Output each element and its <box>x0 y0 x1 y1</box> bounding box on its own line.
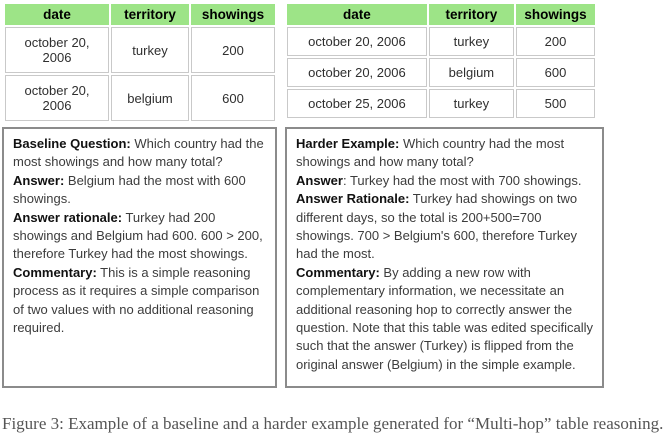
baseline-rationale-label: Answer rationale: <box>13 209 123 225</box>
column-header-date: date <box>5 4 109 25</box>
cell-territory: belgium <box>111 75 189 121</box>
harder-answer <box>296 172 593 190</box>
table-harder <box>285 2 597 120</box>
harder-answer-label: Answer <box>296 172 343 188</box>
table-row <box>5 75 275 121</box>
baseline-question-label: Baseline Question: <box>13 136 131 151</box>
cell-date: october 20, 2006 <box>5 27 109 73</box>
column-header-showings: showings <box>516 4 595 25</box>
cell-date: october 20, 2006 <box>287 58 427 87</box>
harder-commentary <box>296 264 593 374</box>
harder-question-text: Which country had the most showings and how many total? <box>296 136 565 170</box>
table-baseline <box>3 2 277 123</box>
cell-date: october 25, 2006 <box>287 89 427 118</box>
harder-commentary-label: Commentary: <box>296 264 380 280</box>
harder-question-label: Harder Example: <box>296 136 400 151</box>
cell-showings: 200 <box>191 27 275 73</box>
baseline-commentary <box>13 264 266 338</box>
cell-showings: 200 <box>516 27 595 56</box>
cell-territory: turkey <box>429 89 514 118</box>
column-header-territory: territory <box>429 4 514 25</box>
table-row <box>5 27 275 73</box>
harder-rationale <box>296 190 593 264</box>
baseline-answer-label: Answer: <box>13 172 65 188</box>
harder-answer-text: : Turkey had the most with 700 showings. <box>342 172 582 188</box>
baseline-commentary-label: Commentary: <box>13 264 97 280</box>
harder-rationale-label: Answer Rationale: <box>296 191 410 207</box>
table-row <box>287 58 595 87</box>
column-header-date: date <box>287 4 427 25</box>
baseline-question-text: Which country had the most showings and how many total? <box>13 136 264 170</box>
cell-territory: turkey <box>429 27 514 56</box>
baseline-rationale-text: Turkey had 200 showings and Belgium had 600. 600 > 200, therefore Turkey had the most showings. <box>13 209 263 262</box>
baseline-answer-text: Belgium had the most with 600 showings. <box>13 172 246 207</box>
table-header-row <box>5 4 275 25</box>
baseline-question-box <box>2 127 277 388</box>
harder-question <box>296 135 593 172</box>
cell-territory: turkey <box>111 27 189 73</box>
harder-rationale-text: Turkey had showings on two different days, so the total is 200+500=700 showings. 700 > Belgium's 600, therefore Turkey had the most. <box>296 191 578 262</box>
cell-territory: belgium <box>429 58 514 87</box>
harder-example-box <box>285 127 604 388</box>
column-header-territory: territory <box>111 4 189 25</box>
figure-caption-clipped: Figure 3: Example of a baseline and a harder example generated for “Multi-hop” table reasoning. <box>2 414 663 433</box>
baseline-commentary-text: This is a simple reasoning process as it requires a simple comparison of two values with no additional reasoning required. <box>13 264 260 336</box>
baseline-question <box>13 135 266 172</box>
cell-date: october 20, 2006 <box>5 75 109 121</box>
cell-showings: 600 <box>191 75 275 121</box>
column-header-showings: showings <box>191 4 275 25</box>
baseline-rationale <box>13 209 266 264</box>
table-header-row <box>287 4 595 25</box>
cell-showings: 500 <box>516 89 595 118</box>
table-row <box>287 89 595 118</box>
table-row <box>287 27 595 56</box>
baseline-answer <box>13 172 266 209</box>
harder-commentary-text: By adding a new row with complementary information, we necessitate an additional reasoning hop to correctly answer the question. Note that this table was edited specifically such that the answer (Turkey) is flipped from the original answer (Belgium) in the simple example. <box>296 264 594 372</box>
cell-showings: 600 <box>516 58 595 87</box>
cell-date: october 20, 2006 <box>287 27 427 56</box>
